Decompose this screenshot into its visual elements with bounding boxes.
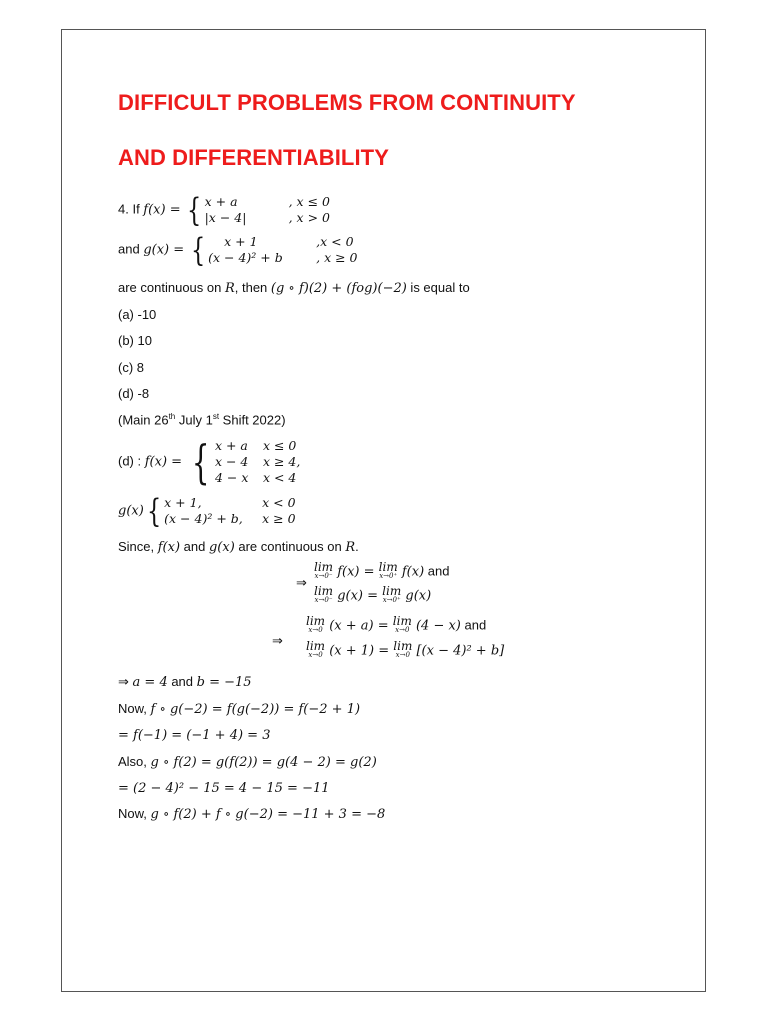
lim-word: lim xyxy=(306,639,326,653)
limit-expr: (x + 1) = xyxy=(329,643,390,659)
case-cond: x < 0 xyxy=(262,495,296,510)
f-lhs: f(x) = xyxy=(143,202,181,218)
g-case-1-expr: x + 1 xyxy=(224,234,258,249)
problem-f-definition xyxy=(118,191,330,229)
title-line-2: AND DIFFERENTIABILITY xyxy=(118,145,389,170)
g-cases xyxy=(208,234,357,266)
limit-expr: f(x) = xyxy=(337,564,375,580)
since-text: are continuous on xyxy=(234,539,346,554)
f-cases xyxy=(205,194,330,226)
lim-subscript: x→0⁻ xyxy=(314,572,333,580)
lim-word: lim xyxy=(393,639,413,653)
solution-g-cases xyxy=(164,495,295,527)
limit-line-1 xyxy=(314,560,450,581)
step-also xyxy=(118,754,377,770)
g-case-2-expr: (x − 4)² + b xyxy=(208,250,283,265)
limit-expr: (4 − x) xyxy=(415,618,461,634)
limit-expr: f(x) xyxy=(401,564,425,580)
step-eq-2: = f(−1) = (−1 + 4) = 3 xyxy=(118,728,271,743)
source-text: (Main 26 xyxy=(118,412,169,428)
brace-icon: { xyxy=(187,191,202,229)
limit-line-2 xyxy=(314,584,432,605)
lim-word: lim xyxy=(378,560,398,574)
lim-subscript: x→0⁻ xyxy=(314,596,333,604)
case-cond: x ≥ 0 xyxy=(262,511,296,526)
option-a: (a) -10 xyxy=(118,307,157,322)
lim-word: lim xyxy=(314,560,334,574)
case-expr: x + a xyxy=(214,438,248,453)
lim-subscript: x→0⁺ xyxy=(379,572,398,580)
implies-arrow-1: ⇒ xyxy=(296,575,307,590)
brace-icon: { xyxy=(191,435,210,489)
limit-expr: [(x − 4)² + b] xyxy=(416,643,505,659)
g-prefix: and xyxy=(118,241,144,257)
g-case-2-cond: , x ≥ 0 xyxy=(316,250,358,265)
problem-g-definition xyxy=(118,231,358,269)
f-case-1-expr: x + a xyxy=(204,194,238,209)
case-expr: x + 1, xyxy=(164,495,202,510)
limit-and: and xyxy=(460,617,487,633)
limit-line-3 xyxy=(306,614,487,635)
statement-text: , then xyxy=(234,280,271,295)
since-f: f(x) xyxy=(157,540,181,555)
option-d: (d) -8 xyxy=(118,386,150,401)
statement-text: is equal to xyxy=(406,280,470,295)
f-case-1-cond: , x ≤ 0 xyxy=(288,194,330,209)
lim-subscript: x→0 xyxy=(308,626,323,634)
option-b: (b) 10 xyxy=(118,333,152,348)
limit-expr: (x + a) = xyxy=(329,618,389,634)
step-label: Now, xyxy=(118,806,151,821)
lim-word: lim xyxy=(392,614,412,628)
limit-expr: g(x) xyxy=(405,588,432,604)
solution-f-cases xyxy=(215,438,300,486)
brace-icon: { xyxy=(190,231,206,269)
limit-expr: g(x) = xyxy=(337,588,379,604)
result-b: b = −15 xyxy=(196,675,252,690)
g-case-1-cond: ,x < 0 xyxy=(316,234,354,249)
f-case-2-cond: , x > 0 xyxy=(288,210,330,225)
problem-statement xyxy=(118,280,470,296)
result-ab xyxy=(118,674,252,690)
case-cond: x ≥ 4, xyxy=(262,454,301,469)
case-cond: x < 4 xyxy=(262,470,297,485)
solution-g-definition xyxy=(118,492,296,530)
since-g: g(x) xyxy=(208,540,235,555)
step-expr: f ∘ g(−2) = f(g(−2)) = f(−2 + 1) xyxy=(150,702,361,717)
f-case-2-expr: |x − 4| xyxy=(204,210,247,225)
source-superscript: th xyxy=(168,412,176,421)
lim-word: lim xyxy=(314,584,334,598)
since-text: Since, xyxy=(118,539,158,554)
source-citation xyxy=(118,412,286,427)
case-expr: 4 − x xyxy=(214,470,249,485)
lim-word: lim xyxy=(382,584,402,598)
implies-arrow-2: ⇒ xyxy=(272,633,283,648)
step-label: Now, xyxy=(118,701,151,716)
step-label: Also, xyxy=(118,754,151,769)
lim-subscript: x→0 xyxy=(308,651,323,659)
limit-and: and xyxy=(424,563,450,579)
lim-subscript: x→0 xyxy=(395,651,410,659)
lim-subscript: x→0 xyxy=(395,626,410,634)
g-lhs: g(x) = xyxy=(143,242,185,258)
case-cond: x ≤ 0 xyxy=(262,438,297,453)
answer-label: (d) : xyxy=(118,453,145,469)
since-line xyxy=(118,539,359,555)
lim-subscript: x→0⁺ xyxy=(382,596,401,604)
implies-arrow: ⇒ xyxy=(118,674,129,689)
statement-expression: (g ∘ f)(2) + (fog)(−2) xyxy=(270,281,407,296)
case-expr: x − 4 xyxy=(214,454,249,469)
result-and: and xyxy=(167,674,197,689)
statement-text: are continuous on xyxy=(118,280,225,295)
g-lhs: g(x) xyxy=(118,503,144,519)
title-line-1: DIFFICULT PROBLEMS FROM CONTINUITY xyxy=(118,90,576,115)
solution-f-definition xyxy=(118,435,301,489)
problem-number: 4. If xyxy=(118,201,144,217)
lim-word: lim xyxy=(306,614,326,628)
option-c: (c) 8 xyxy=(118,360,144,375)
since-text: and xyxy=(180,539,209,554)
result-a: a = 4 xyxy=(132,675,168,690)
brace-icon: { xyxy=(146,492,162,530)
step-now-1 xyxy=(118,701,360,717)
step-eq-4: = (2 − 4)² − 15 = 4 − 15 = −11 xyxy=(118,781,330,796)
step-now-2 xyxy=(118,806,385,822)
set-r: R xyxy=(345,540,356,555)
source-superscript: st xyxy=(212,412,220,421)
source-text: July 1 xyxy=(175,412,213,428)
set-r: R xyxy=(224,281,235,296)
source-text: Shift 2022) xyxy=(219,412,286,428)
f-lhs: f(x) = xyxy=(144,454,183,470)
document-page xyxy=(61,29,706,992)
since-text: . xyxy=(355,539,359,554)
step-expr: g ∘ f(2) = g(f(2)) = g(4 − 2) = g(2) xyxy=(150,755,377,770)
step-expr: g ∘ f(2) + f ∘ g(−2) = −11 + 3 = −8 xyxy=(150,807,386,822)
case-expr: (x − 4)² + b, xyxy=(164,511,243,526)
limit-line-4 xyxy=(306,639,505,660)
